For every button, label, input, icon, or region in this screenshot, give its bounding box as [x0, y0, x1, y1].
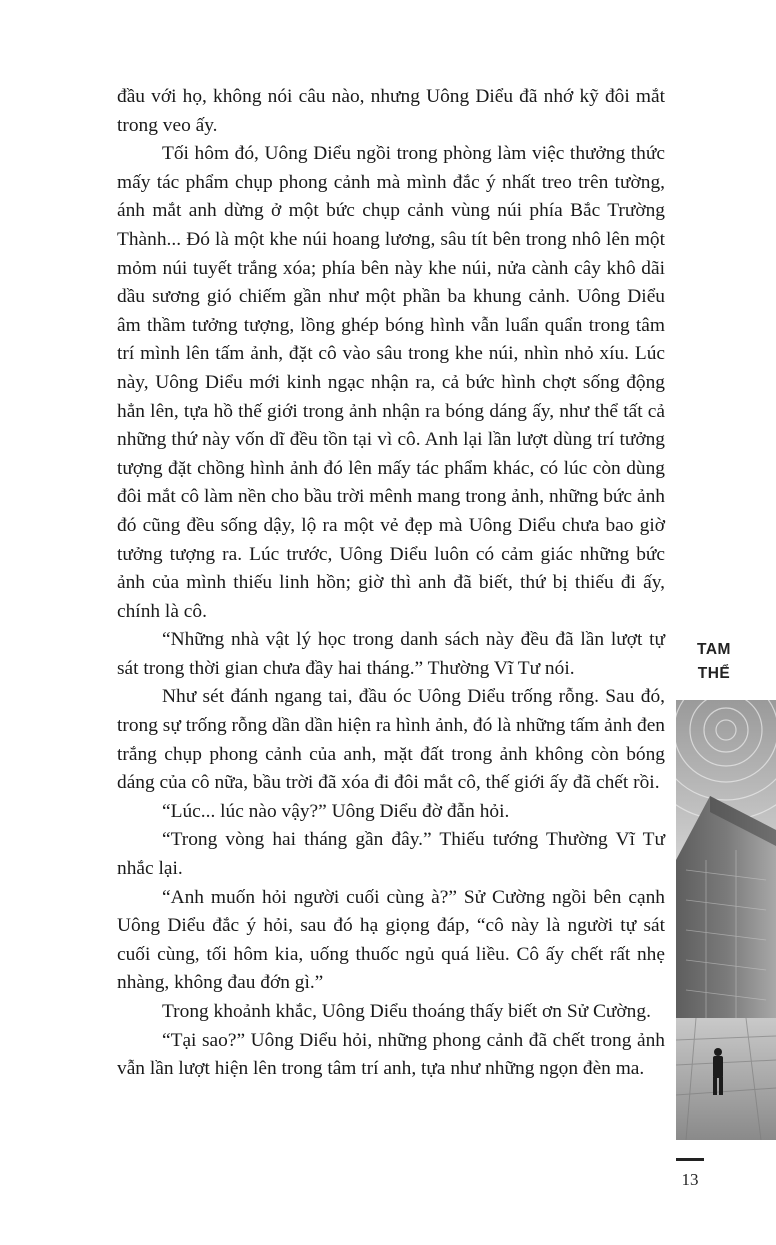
- book-title-tab: [676, 638, 752, 686]
- paragraph: đầu với họ, không nói câu nào, nhưng Uông Diểu đã nhớ kỹ đôi mắt trong veo ấy.: [117, 86, 665, 136]
- paragraph: Trong khoảnh khắc, Uông Diểu thoáng thấy biết ơn Sử Cường.: [162, 1001, 651, 1022]
- book-title-line-1: TAM: [697, 641, 731, 658]
- pyramid-figure-illustration: [676, 700, 776, 1140]
- page-number-rule: [676, 1158, 704, 1161]
- paragraph: Tối hôm đó, Uông Diểu ngồi trong phòng làm việc thưởng thức mấy tác phẩm chụp phong cảnh mà mình đắc ý nhất treo trên tường, ánh mắt anh dừng ở một bức chụp cảnh vùng núi phía Bắc Trường Thành... Đó là một khe núi hoang lương, sâu tít bên trong nhô lên một mỏm núi tuyết trắng xóa; phía bên này khe núi, nửa cành cây khô dãi dầu sương gió chiếm gần như một phần ba khung cảnh. Uông Diểu âm thầm tưởng tượng, lồng ghép bóng hình vẫn luẩn quẩn trong tâm trí mình lên tấm ảnh, đặt cô vào sâu trong khe núi, nhìn nhỏ xíu. Lúc này, Uông Diểu mới kinh ngạc nhận ra, cả bức hình chợt sống động hẳn lên, tựa hồ thế giới trong ảnh nhận ra bóng dáng ấy, như thể tất cả những thứ này vốn dĩ đều tồn tại vì cô. Anh lại lần lượt dùng trí tưởng tượng đặt chồng hình ảnh đó lên mấy tác phẩm khác, có lúc còn dùng đôi mắt cô làm nền cho bầu trời mênh mang trong ảnh, những bức ảnh đó cũng đều sống dậy, lộ ra một vẻ đẹp mà Uông Diểu chưa bao giờ tưởng tượng ra. Lúc trước, Uông Diểu luôn có cảm giác những bức ảnh của mình thiếu linh hồn; giờ thì anh đã biết, thứ bị thiếu đi ấy, chính là cô.: [117, 143, 665, 622]
- paragraph: Như sét đánh ngang tai, đầu óc Uông Diểu trống rỗng. Sau đó, trong sự trống rỗng dần dần hiện ra hình ảnh, đó là những tấm ảnh đen trắng chụp phong cảnh của anh, mặt đất trong ảnh không còn bóng dáng của cô nữa, bầu trời đã xóa đi đôi mắt cô, thế giới ấy đã chết rồi.: [117, 686, 665, 794]
- paragraph: “Tại sao?” Uông Diểu hỏi, những phong cảnh đã chết trong ảnh vẫn lần lượt hiện lên trong tâm trí anh, tựa như những ngọn đèn ma.: [117, 1029, 665, 1080]
- paragraph: “Trong vòng hai tháng gần đây.” Thiếu tướng Thường Vĩ Tư nhắc lại.: [117, 829, 665, 880]
- page-number: 13: [681, 1170, 699, 1189]
- paragraph: “Anh muốn hỏi người cuối cùng à?” Sử Cường ngồi bên cạnh Uông Diểu đắc ý hỏi, sau đó hạ giọng đáp, “cô này là người tự sát cuối cùng, tối hôm kia, uống thuốc ngủ quá liều. Cô ấy chết rất nhẹ nhàng, không đau đớn gì.”: [117, 886, 665, 994]
- body-text: [117, 83, 665, 1084]
- paragraph: “Lúc... lúc nào vậy?” Uông Diểu đờ đẫn hỏi.: [162, 800, 510, 822]
- book-title-line-2: THỂ: [697, 665, 731, 682]
- paragraph: “Những nhà vật lý học trong danh sách này đều đã lần lượt tự sát trong thời gian chưa đầy hai tháng.” Thường Vĩ Tư nói.: [117, 629, 665, 679]
- cover-art-strip: [676, 700, 776, 1140]
